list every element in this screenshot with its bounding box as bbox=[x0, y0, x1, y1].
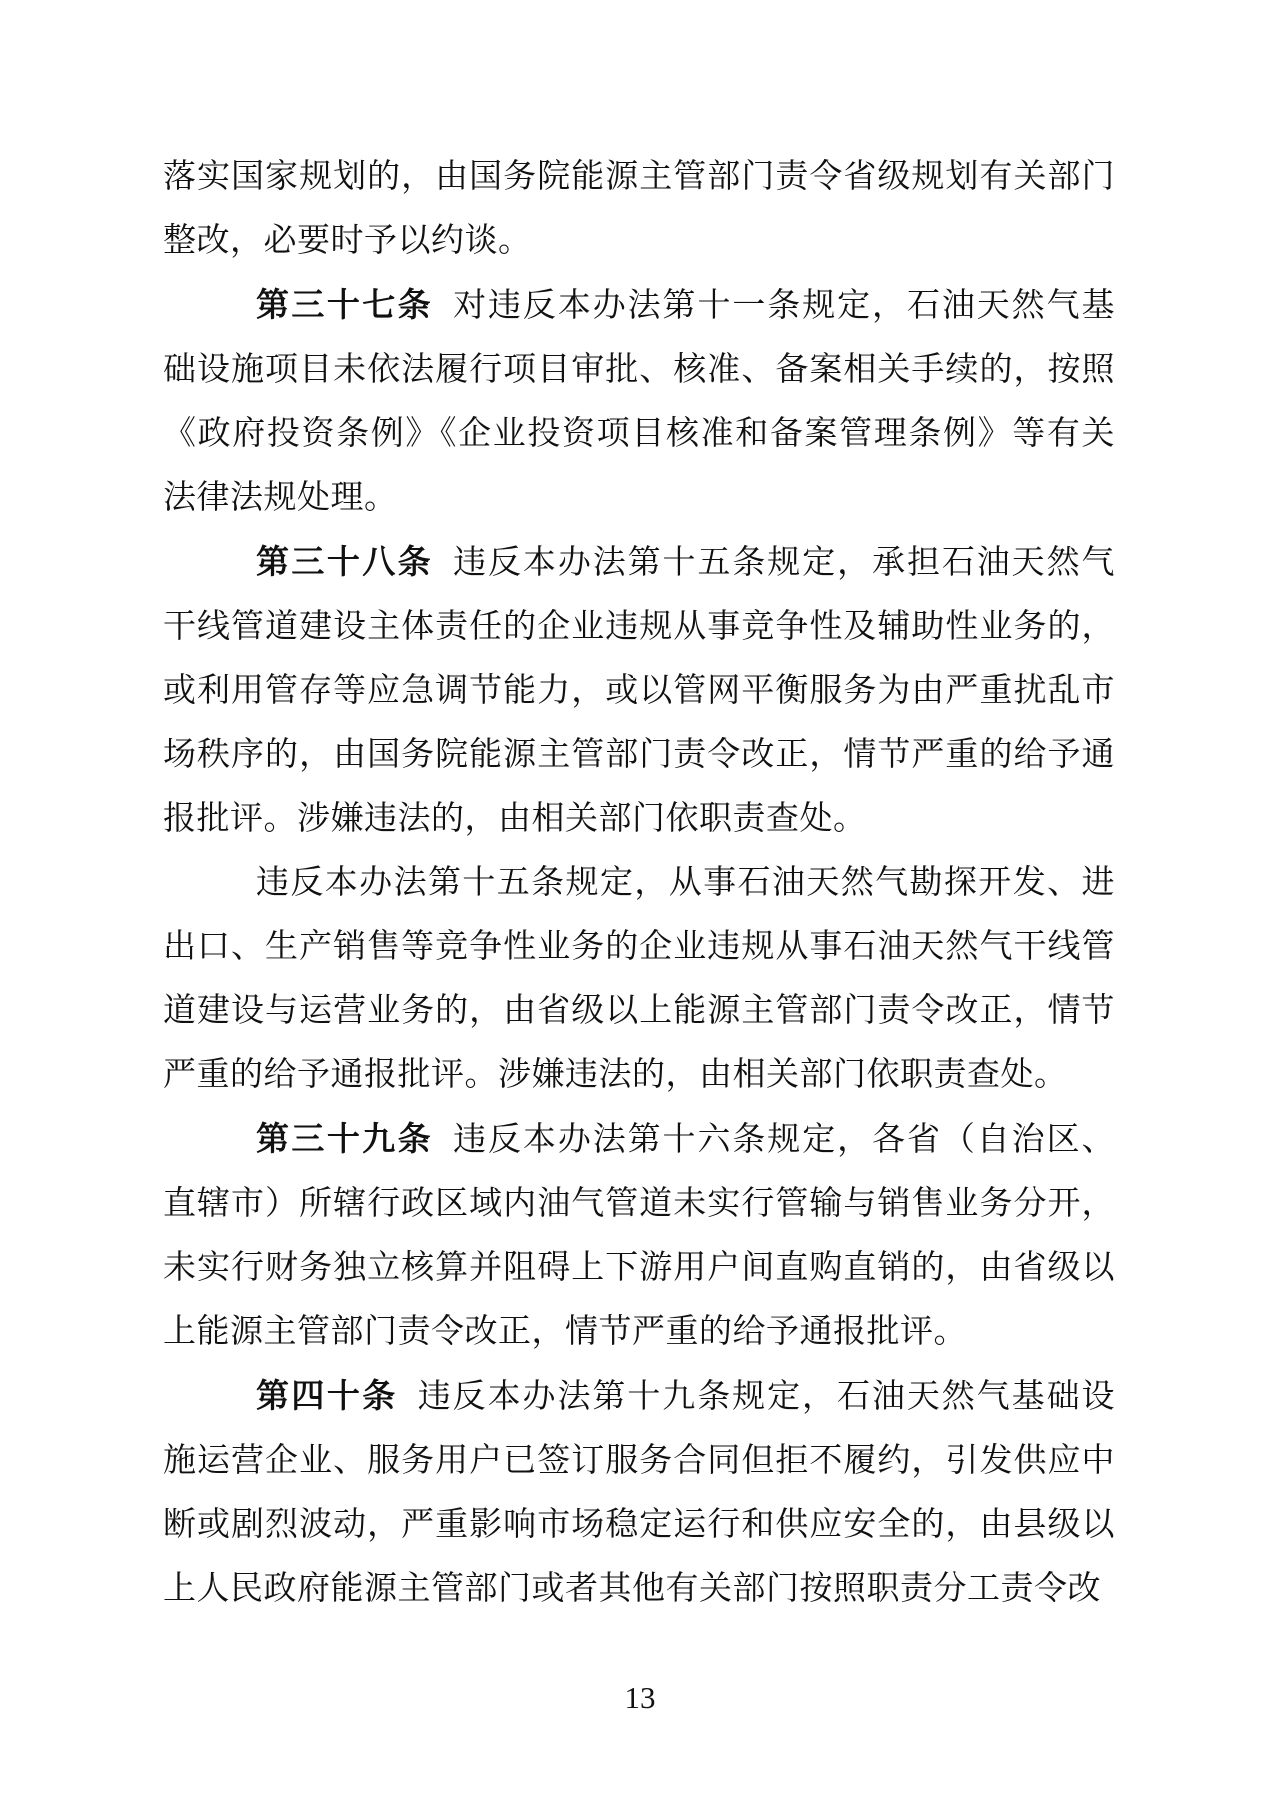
paragraph-article-39 bbox=[163, 1107, 1115, 1364]
paragraph-text: 违反本办法第十五条规定，从事石油天然气勘探开发、进出口、生产销售等竞争性业务的企业违规从事石油天然气干线管道建设与运营业务的，由省级以上能源主管部门责令改正，情节严重的给予通报批评。涉嫌违法的，由相关部门依职责查处。 bbox=[163, 865, 1115, 1093]
paragraph-continuation bbox=[163, 145, 1115, 273]
document-body bbox=[163, 145, 1115, 1621]
paragraph-text: 违反本办法第十五条规定，承担石油天然气干线管道建设主体责任的企业违规从事竞争性及辅助性业务的，或利用管存等应急调节能力，或以管网平衡服务为由严重扰乱市场秩序的，由国务院能源主管部门责令改正，情节严重的给予通报批评。涉嫌违法的，由相关部门依职责查处。 bbox=[163, 545, 1116, 837]
article-number-39: 第三十九条 bbox=[256, 1120, 434, 1157]
paragraph-text: 落实国家规划的，由国务院能源主管部门责令省级规划有关部门整改，必要时予以约谈。 bbox=[163, 159, 1115, 259]
page-number: 13 bbox=[624, 1680, 656, 1715]
article-number-40: 第四十条 bbox=[256, 1377, 398, 1414]
article-number-37: 第三十七条 bbox=[256, 286, 434, 323]
paragraph-article-38-clause-2 bbox=[163, 851, 1115, 1107]
paragraph-text: 对违反本办法第十一条规定，石油天然气基础设施项目未依法履行项目审批、核准、备案相关手续的，按照《政府投资条例》《企业投资项目核准和备案管理条例》等有关法律法规处理。 bbox=[163, 288, 1116, 516]
paragraph-article-40 bbox=[163, 1364, 1115, 1621]
article-number-38: 第三十八条 bbox=[256, 543, 434, 580]
paragraph-text: 违反本办法第十六条规定，各省（自治区、直辖市）所辖行政区域内油气管道未实行管输与销售业务分开，未实行财务独立核算并阻碍上下游用户间直购直销的，由省级以上能源主管部门责令改正，情节严重的给予通报批评。 bbox=[163, 1122, 1116, 1350]
paragraph-text: 违反本办法第十九条规定，石油天然气基础设施运营企业、服务用户已签订服务合同但拒不履约，引发供应中断或剧烈波动，严重影响市场稳定运行和供应安全的，由县级以上人民政府能源主管部门或者其他有关部门按照职责分工责令改 bbox=[163, 1379, 1116, 1607]
paragraph-article-37 bbox=[163, 273, 1115, 530]
paragraph-article-38 bbox=[163, 530, 1115, 851]
